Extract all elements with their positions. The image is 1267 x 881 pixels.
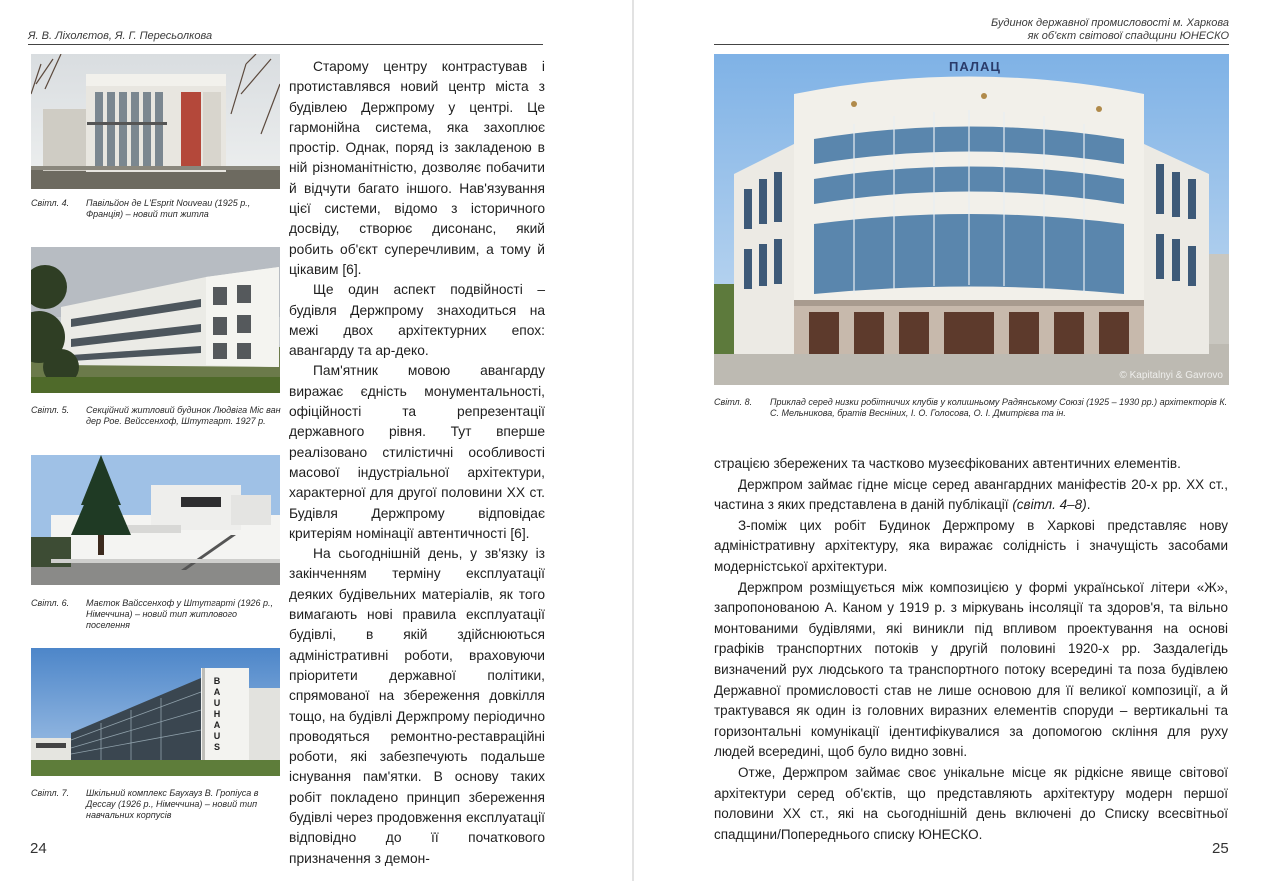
- left-page: [0, 0, 633, 881]
- paragraph-continuation: страцією збережених та частково музеєфікованих автентичних елементів.: [714, 456, 1181, 471]
- header-title-line: Будинок державної промисловості м. Харкова: [990, 17, 1229, 29]
- paragraph-text: .: [1086, 497, 1091, 513]
- right-body-text: [714, 454, 1228, 845]
- figure-caption-text: Маєток Вайссенхоф у Штутгарті (1926 р., Німеччина) – новий тип житлового поселення: [86, 598, 274, 630]
- paragraph: Пам'ятник мовою авангарду виражає єдність монументальності, офіційності та репрезентації державного рівня. Тут вперше реалізовано стилістичні особливості масової індустріальної архітектури, характерної для другої половини XX ст. Будівля Держпрому відповідає критеріям номінації автентичності [6].: [289, 363, 545, 541]
- paragraph: Отже, Держпром займає своє унікальне місце як рідкісне явище світової архітектури серед об'єктів, що представляють архітектуру модерн першої половини XX ст., які на сьогоднішній день включені до Списку всесвітньої спадщини/Попереднього списку ЮНЕСКО.: [714, 764, 1228, 842]
- page-number-right: 25: [1212, 840, 1229, 857]
- figure-caption-text: Павільйон де L'Esprit Nouveau (1925 р., Франція) – новий тип житла: [86, 198, 251, 219]
- paragraph: З-поміж цих робіт Будинок Держпрому в Харкові представляє нову адміністративну архітектуру, яка виражає солідність і значущість засобами модерністської архітектури.: [714, 517, 1228, 574]
- figure-caption-text: Секційний житловий будинок Людвіга Міс ван дер Рое. Вейссенхоф, Штутгарт. 1927 р.: [86, 405, 281, 426]
- figure-number: Світл. 8.: [714, 397, 753, 407]
- figure-number: Світл. 5.: [31, 405, 70, 415]
- running-header-authors: Я. В. Ліхолєтов, Я. Г. Пересьолкова: [28, 30, 213, 42]
- paragraph: Держпром розміщується між композицією у формі української літери «Ж», запропонованою А. Каном у 1919 р. з міркувань інсоляції та здоров'я, та вільно монтованими будівлями, які виникли під впливом проектування на основі графіків транспортних потоків у другій половині 1920-х рр. Заздалегідь визначений рух людського та транспортного потоку всередині та поза будівлею Державної промисловості став не лише основою для її великої композиції, а й трактувався як один із головних виразних елементів споруди – вертикальні та горизонтальні комунікації ідентифікувалися за допомогою скління для руху людей всередині, щоб було видно зовні.: [714, 579, 1228, 760]
- header-title-line: як об'єкт світової спадщини ЮНЕСКО: [1027, 30, 1229, 42]
- photo-workers-club-palace: [714, 54, 1229, 385]
- figure-number: Світл. 4.: [31, 198, 70, 208]
- paragraph: Ще один аспект подвійності – будівля Держпрому знаходиться на межі двох архітектурних епох: авангарду та ар-деко.: [289, 282, 545, 359]
- figure-caption-text: Шкільний комплекс Баухауз В. Гропіуса в Дессау (1926 р., Німеччина) – новий тип навчальних корпусів: [86, 788, 259, 820]
- photo-weissenhof-estate: [31, 455, 280, 585]
- photo-watermark: © Kapitalnyi & Gavrovo: [1119, 370, 1223, 381]
- palace-roof-sign: ПАЛАЦ: [949, 59, 1001, 74]
- paragraph: На сьогоднішній день, у зв'язку із закінченням терміну експлуатації деяких будівельних матеріалів, як того вимагають нові правила експлуатації будівлі, в якій здійснюються адміністративні роботи, враховуючи пріоритети державної політики, спрямованої на збереження довкілля тощо, на будівлі Держпрому періодично проводяться ремонтно-реставраційні роботи, які забезпечують подальше існування пам'ятки. В основу таких робіт покладено принцип збереження будівлі через продовження експлуатації відповідно до її початкового призначення з демон-: [289, 546, 545, 866]
- photo-mies-housing-block: [31, 247, 280, 393]
- figure-reference: (світл. 4–8): [1012, 497, 1087, 513]
- paragraph: Старому центру контрастував і протиставлявся новий центр міста з будівлею Держпрому у центрі. Це гармонійна система, яка захоплює простір. Однак, поряд із закладеною в ній різноманітністю, дозволяє побачити й відчути багато іншого. Нав'язування цієї системи, відомо з історичного досвіду, створює дисонанс, який робить об'єкт суперечливим, а тому й цікавим [6].: [289, 59, 545, 277]
- bauhaus-sign: BAUHAUS: [213, 676, 221, 752]
- page-number-left: 24: [30, 840, 47, 857]
- photo-esprit-nouveau-pavilion: [31, 54, 280, 189]
- right-page: [634, 0, 1267, 881]
- paragraph-text: Держпром займає гідне місце серед авангардних маніфестів 20-х рр. XX ст., частина з яких представлена в даній публікації: [714, 476, 1228, 513]
- figure-number: Світл. 6.: [31, 598, 70, 608]
- running-header-title: [809, 17, 1229, 43]
- photo-bauhaus-dessau: [31, 648, 280, 776]
- header-rule: [28, 44, 543, 45]
- figure-number: Світл. 7.: [31, 788, 70, 798]
- header-rule: [714, 44, 1229, 45]
- figure-caption-text: Приклад серед низки робітничих клубів у колишньому Радянському Союзі (1925 – 1930 рр.) архітекторів К. С. Мельникова, братів Весніних, І. О. Голосова, О. І. Дмитрієва та ін.: [770, 397, 1228, 418]
- left-body-text: [289, 57, 545, 869]
- paragraph: [714, 475, 1228, 516]
